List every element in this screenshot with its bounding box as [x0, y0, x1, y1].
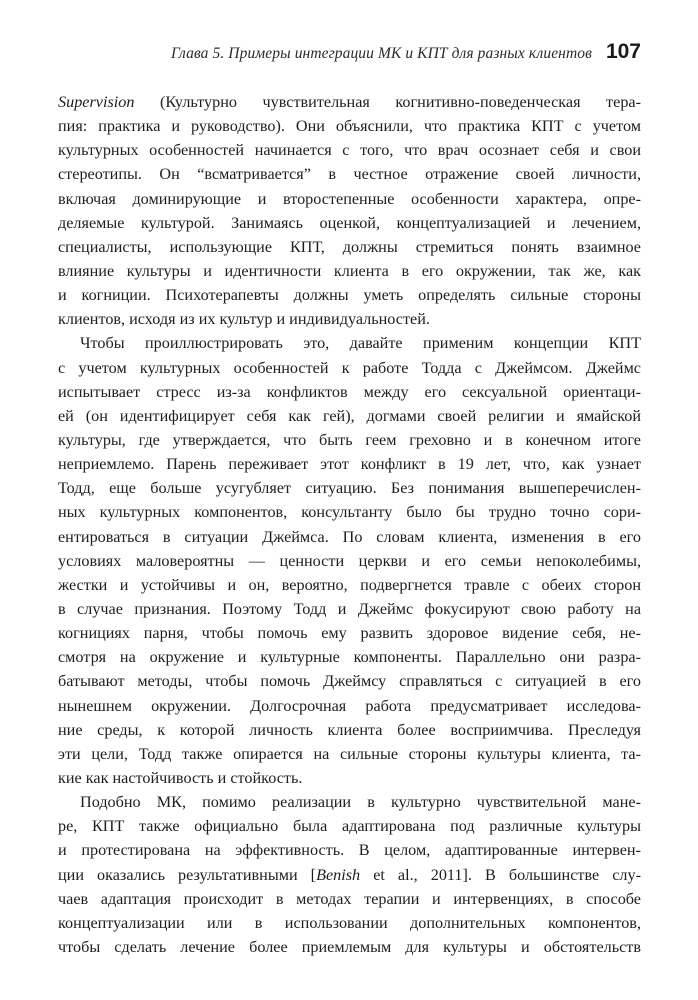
text-line: концептуализации или в использовании дополнительных компонентов,: [58, 913, 641, 932]
text-line: включая доминирующие и второстепенные особенности характера, опре-: [58, 189, 641, 208]
line-text: et al., 2011]. В большинстве слу-: [360, 865, 641, 884]
text-line: Тодд, еще больше усугубляет ситуацию. Без понимания вышеперечислен-: [58, 479, 641, 498]
text-line: деляемые культурой. Занимаясь оценкой, концептуализацией и лечением,: [58, 213, 641, 232]
text-line: ных культурных компонентов, консультанту было бы трудно точно сори-: [58, 503, 641, 522]
text-line: смотря на окружение и культурные компоненты. Параллельно они разра-: [58, 648, 641, 667]
line-text: (Культурно чувствительная когнитивно-поведенческая тера-: [134, 93, 641, 111]
line-text: ции оказались результативными [: [58, 865, 317, 884]
text-line: чтобы сделать лечение более приемлемым для культуры и обстоятельств: [58, 937, 641, 956]
text-line: эти цели, Тодд также опирается на сильные стороны культуры клиента, та-: [58, 744, 641, 763]
book-page: [58, 40, 641, 959]
text-line: Чтобы проиллюстрировать это, давайте применим концепции КПТ: [80, 334, 641, 353]
text-line: влияние культуры и идентичности клиента в его окружении, так же, как: [58, 261, 641, 280]
text-line: в случае признания. Поэтому Тодд и Джеймс фокусируют свою работу на: [58, 599, 641, 618]
text-line: ентироваться в ситуации Джеймса. По словам клиента, изменения в его: [58, 527, 641, 546]
running-head: [58, 40, 641, 80]
italic-term: Supervision: [58, 93, 135, 111]
text-line: ние среды, к которой личность клиента более восприимчива. Преследуя: [58, 720, 641, 739]
chapter-running-title: Глава 5. Примеры интеграции МК и КПТ для разных клиентов: [170, 45, 592, 62]
text-line: ей (он идентифицирует себя как гей), догмами своей религии и ямайской: [58, 406, 641, 425]
text-line: жестки и устойчивы и он, вероятно, подвергнется травле с обеих сторон: [58, 575, 641, 594]
text-line: [58, 90, 641, 114]
text-line: культуры, где утверждается, что быть геем греховно и в конечном итоге: [58, 430, 641, 449]
text-line: клиентов, исходя из их культур и индивидуальностей.: [58, 310, 430, 329]
paragraph: [58, 90, 641, 331]
text-line: культурных особенностей начинается с того, что врач осознает себя и свои: [58, 141, 641, 160]
text-line: ре, КПТ также официально была адаптирована под различные культуры: [58, 817, 641, 836]
text-line: стереотипы. Он “всматривается” в честное отражение своей личности,: [58, 165, 641, 184]
text-line: батывают методы, чтобы помочь Джеймсу справляться с ситуацией в его: [58, 672, 641, 691]
text-line: и протестирована на эффективность. В целом, адаптированные интервен-: [58, 841, 641, 860]
text-line: кие как настойчивость и стойкость.: [58, 768, 303, 787]
italic-term: Benish: [316, 865, 361, 884]
text-line: пия: практика и руководство). Они объяснили, что практика КПТ с учетом: [58, 117, 641, 136]
body-text: [58, 90, 641, 959]
text-line: [58, 863, 641, 887]
text-line: когнициях парня, чтобы помочь ему развить здоровое видение себя, не-: [58, 624, 641, 643]
text-line: и когниции. Психотерапевты должны уметь определять сильные стороны: [58, 286, 641, 305]
text-line: специалисты, использующие КПТ, должны стремиться понять взаимное: [58, 237, 641, 256]
text-line: условиях маловероятны — ценности церкви и его семьи непоколебимы,: [58, 551, 641, 570]
text-line: неприемлемо. Парень переживает этот конфликт в 19 лет, что, как узнает: [58, 455, 641, 474]
paragraph: [58, 790, 641, 959]
text-line: испытывает стресс из-за конфликтов между его сексуальной ориентаци-: [58, 382, 641, 401]
text-line: с учетом культурных особенностей к работе Тодда с Джеймсом. Джеймс: [58, 358, 641, 377]
text-line: Подобно МК, помимо реализации в культурно чувствительной мане-: [80, 793, 641, 812]
page-number: 107: [605, 40, 641, 63]
paragraph: [58, 331, 641, 790]
text-line: чаев адаптация происходит в методах терапии и интервенциях, в способе: [58, 889, 641, 908]
text-line: нынешнем окружении. Долгосрочная работа предусматривает исследова-: [58, 696, 641, 715]
